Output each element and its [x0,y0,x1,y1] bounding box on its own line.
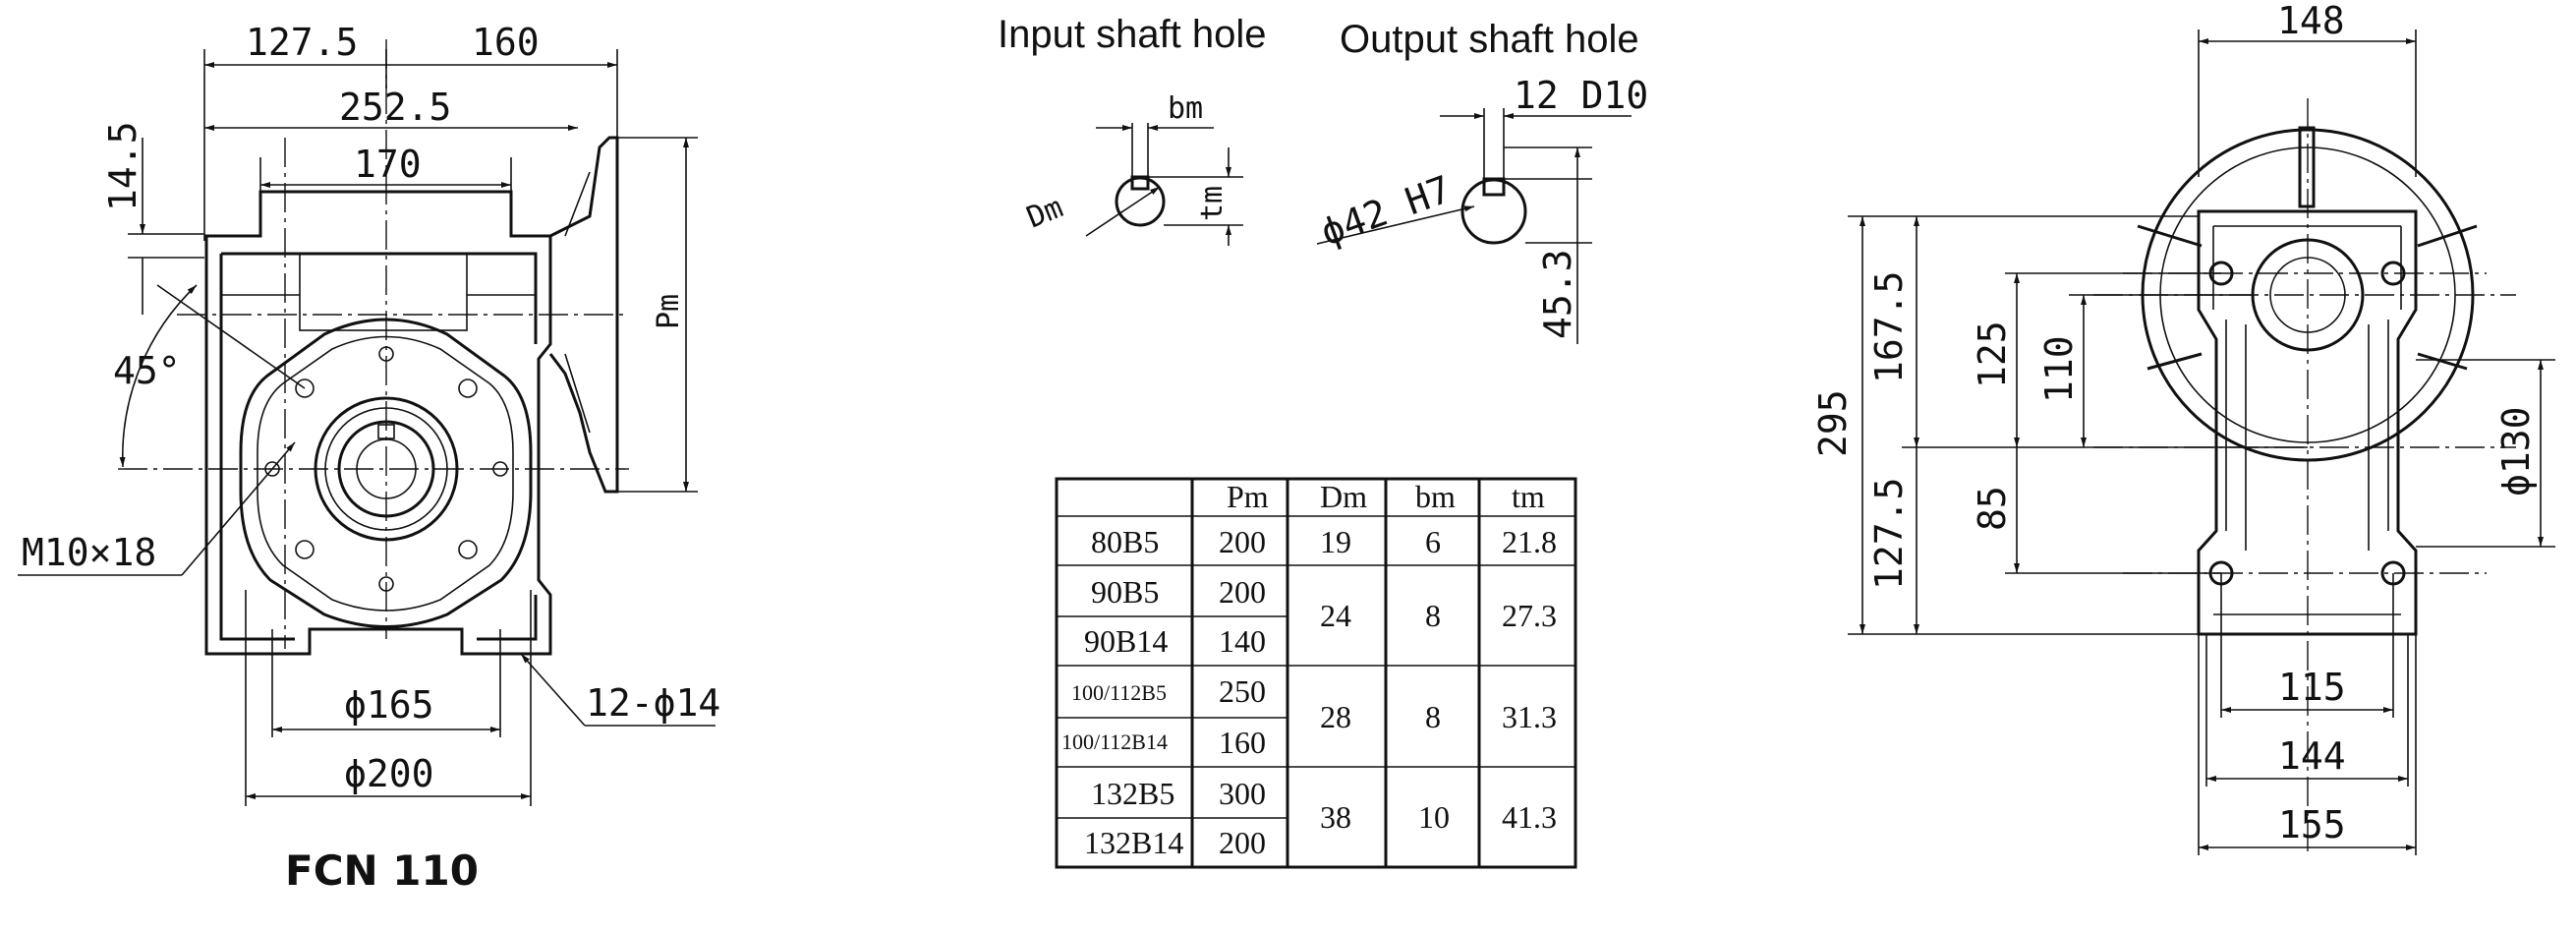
input-shaft-diagram [1086,123,1243,246]
output-key: 12 D10 [1514,74,1649,117]
dim-125: 125 [1971,321,2014,388]
table-cell: 38 [1320,799,1351,835]
dim-pm: Pm [652,293,686,329]
table-cell: 28 [1320,699,1351,734]
dim-phi165: ϕ165 [344,683,434,727]
output-bore: ϕ42 H7 [1315,167,1458,255]
table-header-dm: Dm [1320,479,1367,514]
table-cell: 21.8 [1502,524,1557,559]
table-cell: 41.3 [1502,799,1557,835]
table-cell: 80B5 [1091,524,1160,559]
dim-295: 295 [1811,389,1855,457]
dim-144: 144 [2278,734,2346,778]
table-cell: 90B5 [1091,574,1160,610]
table-cell: 132B14 [1084,825,1184,860]
dim-160: 160 [472,21,540,64]
table-cell: 90B14 [1084,623,1169,659]
holes-12-phi14: 12-ϕ14 [586,681,721,725]
input-tm: tm [1195,185,1230,221]
table-cell: 250 [1219,673,1266,709]
dim-115: 115 [2278,666,2346,709]
table-cell: 31.3 [1502,699,1557,734]
table-header-pm: Pm [1227,479,1269,514]
table-cell: 8 [1425,699,1441,734]
dim-85: 85 [1971,486,2014,531]
input-dm: Dm [1021,190,1068,236]
table-cell: 19 [1320,524,1351,559]
dim-phi130: ϕ130 [2494,406,2538,496]
table-cell: 200 [1219,825,1266,860]
table-cell: 200 [1219,524,1266,559]
dim-14-5: 14.5 [101,121,144,211]
table-cell: 200 [1219,574,1266,610]
dim-155: 155 [2278,803,2346,846]
table-cell: 100/112B5 [1071,680,1167,705]
dim-170: 170 [354,143,422,186]
bolt-m10x18: M10×18 [22,531,157,574]
input-shaft-heading: Input shaft hole [998,13,1267,56]
model-title: FCN 110 [285,846,479,895]
table-header-bm: bm [1415,479,1456,514]
dim-148: 148 [2277,0,2345,42]
dim-110: 110 [2037,335,2081,403]
table-cell: 27.3 [1502,598,1557,633]
table-cell: 10 [1418,799,1450,835]
dim-127-5: 127.5 [246,21,359,64]
angle-45: 45° [113,349,181,392]
dim-167-5: 167.5 [1867,270,1911,383]
dim-252-5: 252.5 [339,86,452,129]
side-view [1848,29,2555,855]
input-bm: bm [1168,91,1204,126]
table-header-tm: tm [1512,479,1545,514]
table-cell: 300 [1219,776,1266,811]
table-cell: 24 [1320,598,1351,633]
dim-phi200: ϕ200 [344,752,434,795]
table-cell: 140 [1219,623,1266,659]
output-depth: 45.3 [1536,249,1579,339]
table-cell: 6 [1425,524,1441,559]
dim-127-5-side: 127.5 [1867,477,1911,590]
table-cell: 132B5 [1091,776,1175,811]
output-shaft-heading: Output shaft hole [1340,18,1639,61]
table-cell: 160 [1219,725,1266,760]
table-cell: 100/112B14 [1061,729,1168,754]
table-cell: 8 [1425,598,1441,633]
